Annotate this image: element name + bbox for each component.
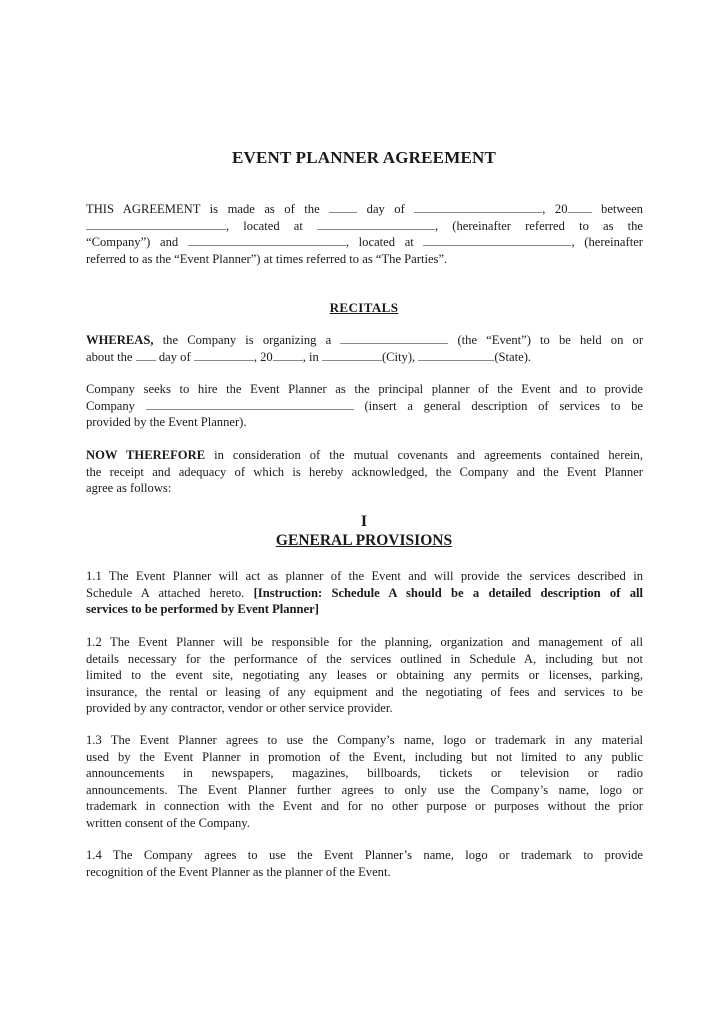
intro-paragraph (86, 201, 643, 267)
blank-planner-name[interactable] (188, 234, 346, 246)
section-1-4 (86, 847, 643, 880)
whereas-line-2: about the day of , 20 , in (City), (State). (86, 349, 532, 364)
recitals-heading: RECITALS (329, 300, 399, 315)
section-1-3-line-6: written consent of the Company. (86, 815, 250, 830)
blank-day[interactable] (329, 201, 357, 213)
article-number: I (360, 513, 368, 530)
section-1-3-line-5: trademark in connection with the Event and for no other purpose or purposes without the prior (86, 799, 643, 813)
services-line-1: Company seeks to hire the Event Planner as the principal planner of the Event and to provide (86, 382, 643, 396)
now-therefore-line-3: agree as follows: (86, 481, 172, 495)
now-therefore-line-2: the receipt and adequacy of which is hereby acknowledged, the Company and the Event Planner (86, 464, 643, 479)
intro-line-2: , located at , (hereinafter referred to as the (86, 218, 643, 235)
blank-month[interactable] (414, 201, 542, 213)
section-1-2-line-1: 1.2 The Event Planner will be responsible for the planning, organization and management of all (86, 635, 643, 649)
now-therefore-paragraph (86, 447, 643, 497)
section-1-2-line-2: details necessary for the performance of the services outlined in Schedule A, including but not (86, 651, 643, 666)
section-1-3-line-1: 1.3 The Event Planner agrees to use the Company’s name, logo or trademark in any material (86, 733, 643, 747)
services-paragraph (86, 381, 643, 431)
services-line-3: provided by the Event Planner). (86, 415, 247, 429)
blank-event-name[interactable] (340, 332, 448, 344)
blank-planner-address[interactable] (423, 234, 571, 246)
blank-event-city[interactable] (322, 349, 382, 361)
services-line-2: Company (insert a general description of services to be (86, 398, 643, 413)
section-1-2 (86, 634, 643, 717)
section-1-2-line-5: provided by any contractor, vendor or other service provider. (86, 701, 393, 715)
intro-line-4: referred to as the “Event Planner”) at times referred to as “The Parties”. (86, 251, 448, 266)
blank-services-description[interactable] (146, 398, 354, 410)
section-1-3-line-4: announcements. The Event Planner further agrees to only use the Company’s name, logo or (86, 782, 643, 797)
section-1-2-line-4: insurance, the rental or leasing of any equipment and the negotiating of fees and services to be (86, 684, 643, 699)
blank-event-month[interactable] (194, 349, 254, 361)
section-1-1 (86, 568, 643, 618)
blank-company-address[interactable] (317, 218, 435, 230)
section-1-1-line-3: services to be performed by Event Planner] (86, 602, 319, 616)
intro-line-3: “Company”) and , located at , (hereinafter (86, 235, 643, 249)
section-1-1-line-2: Schedule A attached hereto. [Instruction: Schedule A should be a detailed description of all (86, 585, 643, 600)
section-1-3-line-3: announcements in newspapers, magazines, billboards, tickets or television or radio (86, 766, 643, 780)
section-1-3 (86, 732, 643, 831)
blank-company-name[interactable] (86, 218, 226, 230)
blank-year[interactable] (568, 201, 592, 213)
section-1-2-line-3: limited to the event site, negotiating any leases or obtaining any permits or licenses, parking, (86, 668, 643, 682)
intro-line-1: THIS AGREEMENT is made as of the day of , 20 between (86, 202, 643, 216)
blank-event-year[interactable] (273, 349, 303, 361)
article-heading: GENERAL PROVISIONS (275, 532, 453, 549)
now-therefore-line-1: NOW THEREFORE in consideration of the mutual covenants and agreements contained herein, (86, 448, 643, 462)
whereas-paragraph (86, 332, 643, 365)
document-title: EVENT PLANNER AGREEMENT (231, 148, 497, 167)
section-1-3-line-2: used by the Event Planner in promotion of the Event, including but not limited to any public (86, 749, 643, 764)
section-1-4-line-2: recognition of the Event Planner as the planner of the Event. (86, 864, 391, 879)
blank-event-day[interactable] (136, 349, 156, 361)
section-1-4-line-1: 1.4 The Company agrees to use the Event Planner’s name, logo or trademark to provide (86, 848, 643, 862)
blank-event-state[interactable] (418, 349, 494, 361)
whereas-line-1: WHEREAS, the Company is organizing a (the “Event”) to be held on or (86, 333, 643, 347)
section-1-1-line-1: 1.1 The Event Planner will act as planner of the Event and will provide the services described in (86, 569, 643, 583)
